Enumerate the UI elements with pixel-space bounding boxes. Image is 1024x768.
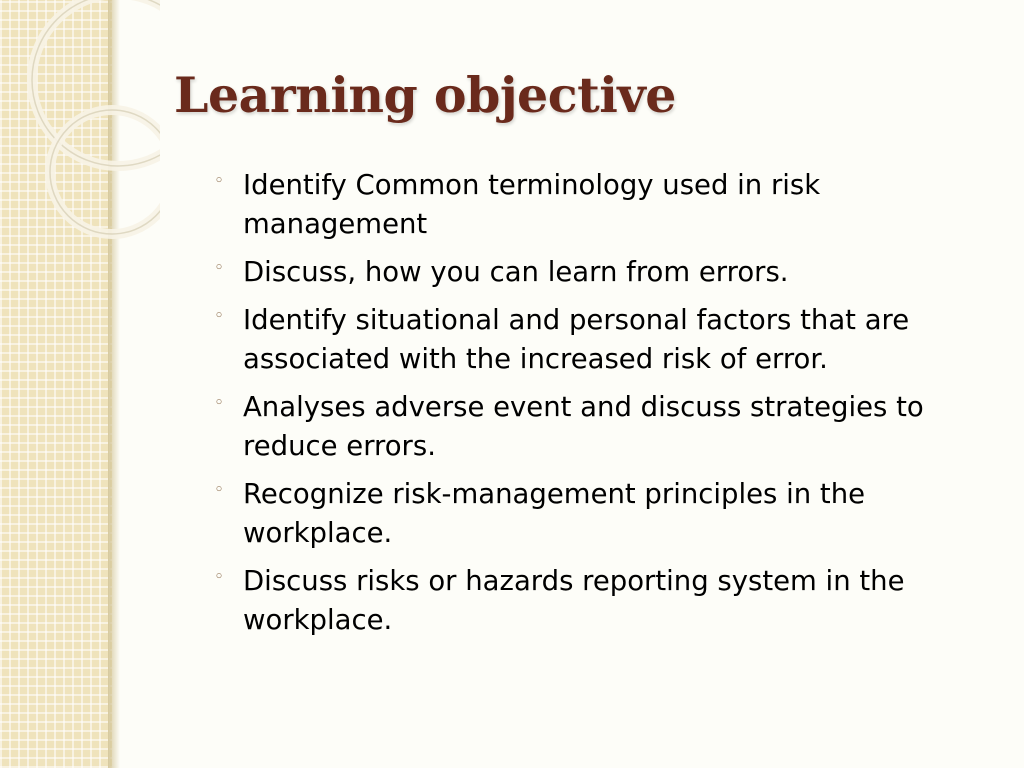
- objective-text: Identify situational and personal factors that are associated with the increased risk of error.: [243, 304, 910, 375]
- objective-item: [212, 166, 982, 244]
- hollow-circle-bullet-icon: ◦: [214, 306, 225, 326]
- objective-item: [212, 388, 982, 466]
- objective-text: Analyses adverse event and discuss strategies to reduce errors.: [243, 391, 924, 462]
- objective-text: Recognize risk-management principles in the workplace.: [243, 478, 866, 549]
- objective-item: [212, 301, 982, 379]
- hollow-circle-bullet-icon: ◦: [214, 567, 225, 587]
- objective-item: [212, 475, 982, 553]
- hollow-circle-bullet-icon: ◦: [214, 171, 225, 191]
- objective-item: [212, 253, 982, 292]
- hollow-circle-bullet-icon: ◦: [214, 393, 225, 413]
- hollow-circle-bullet-icon: ◦: [214, 258, 225, 278]
- decorative-rings: [0, 0, 160, 300]
- objective-text: Discuss, how you can learn from errors.: [243, 256, 789, 288]
- objective-text: Discuss risks or hazards reporting system in the workplace.: [243, 565, 905, 636]
- objectives-list: [212, 166, 982, 649]
- objective-text: Identify Common terminology used in risk management: [243, 169, 821, 240]
- slide-title: Learning objective: [174, 66, 676, 124]
- objective-item: [212, 562, 982, 640]
- hollow-circle-bullet-icon: ◦: [214, 480, 225, 500]
